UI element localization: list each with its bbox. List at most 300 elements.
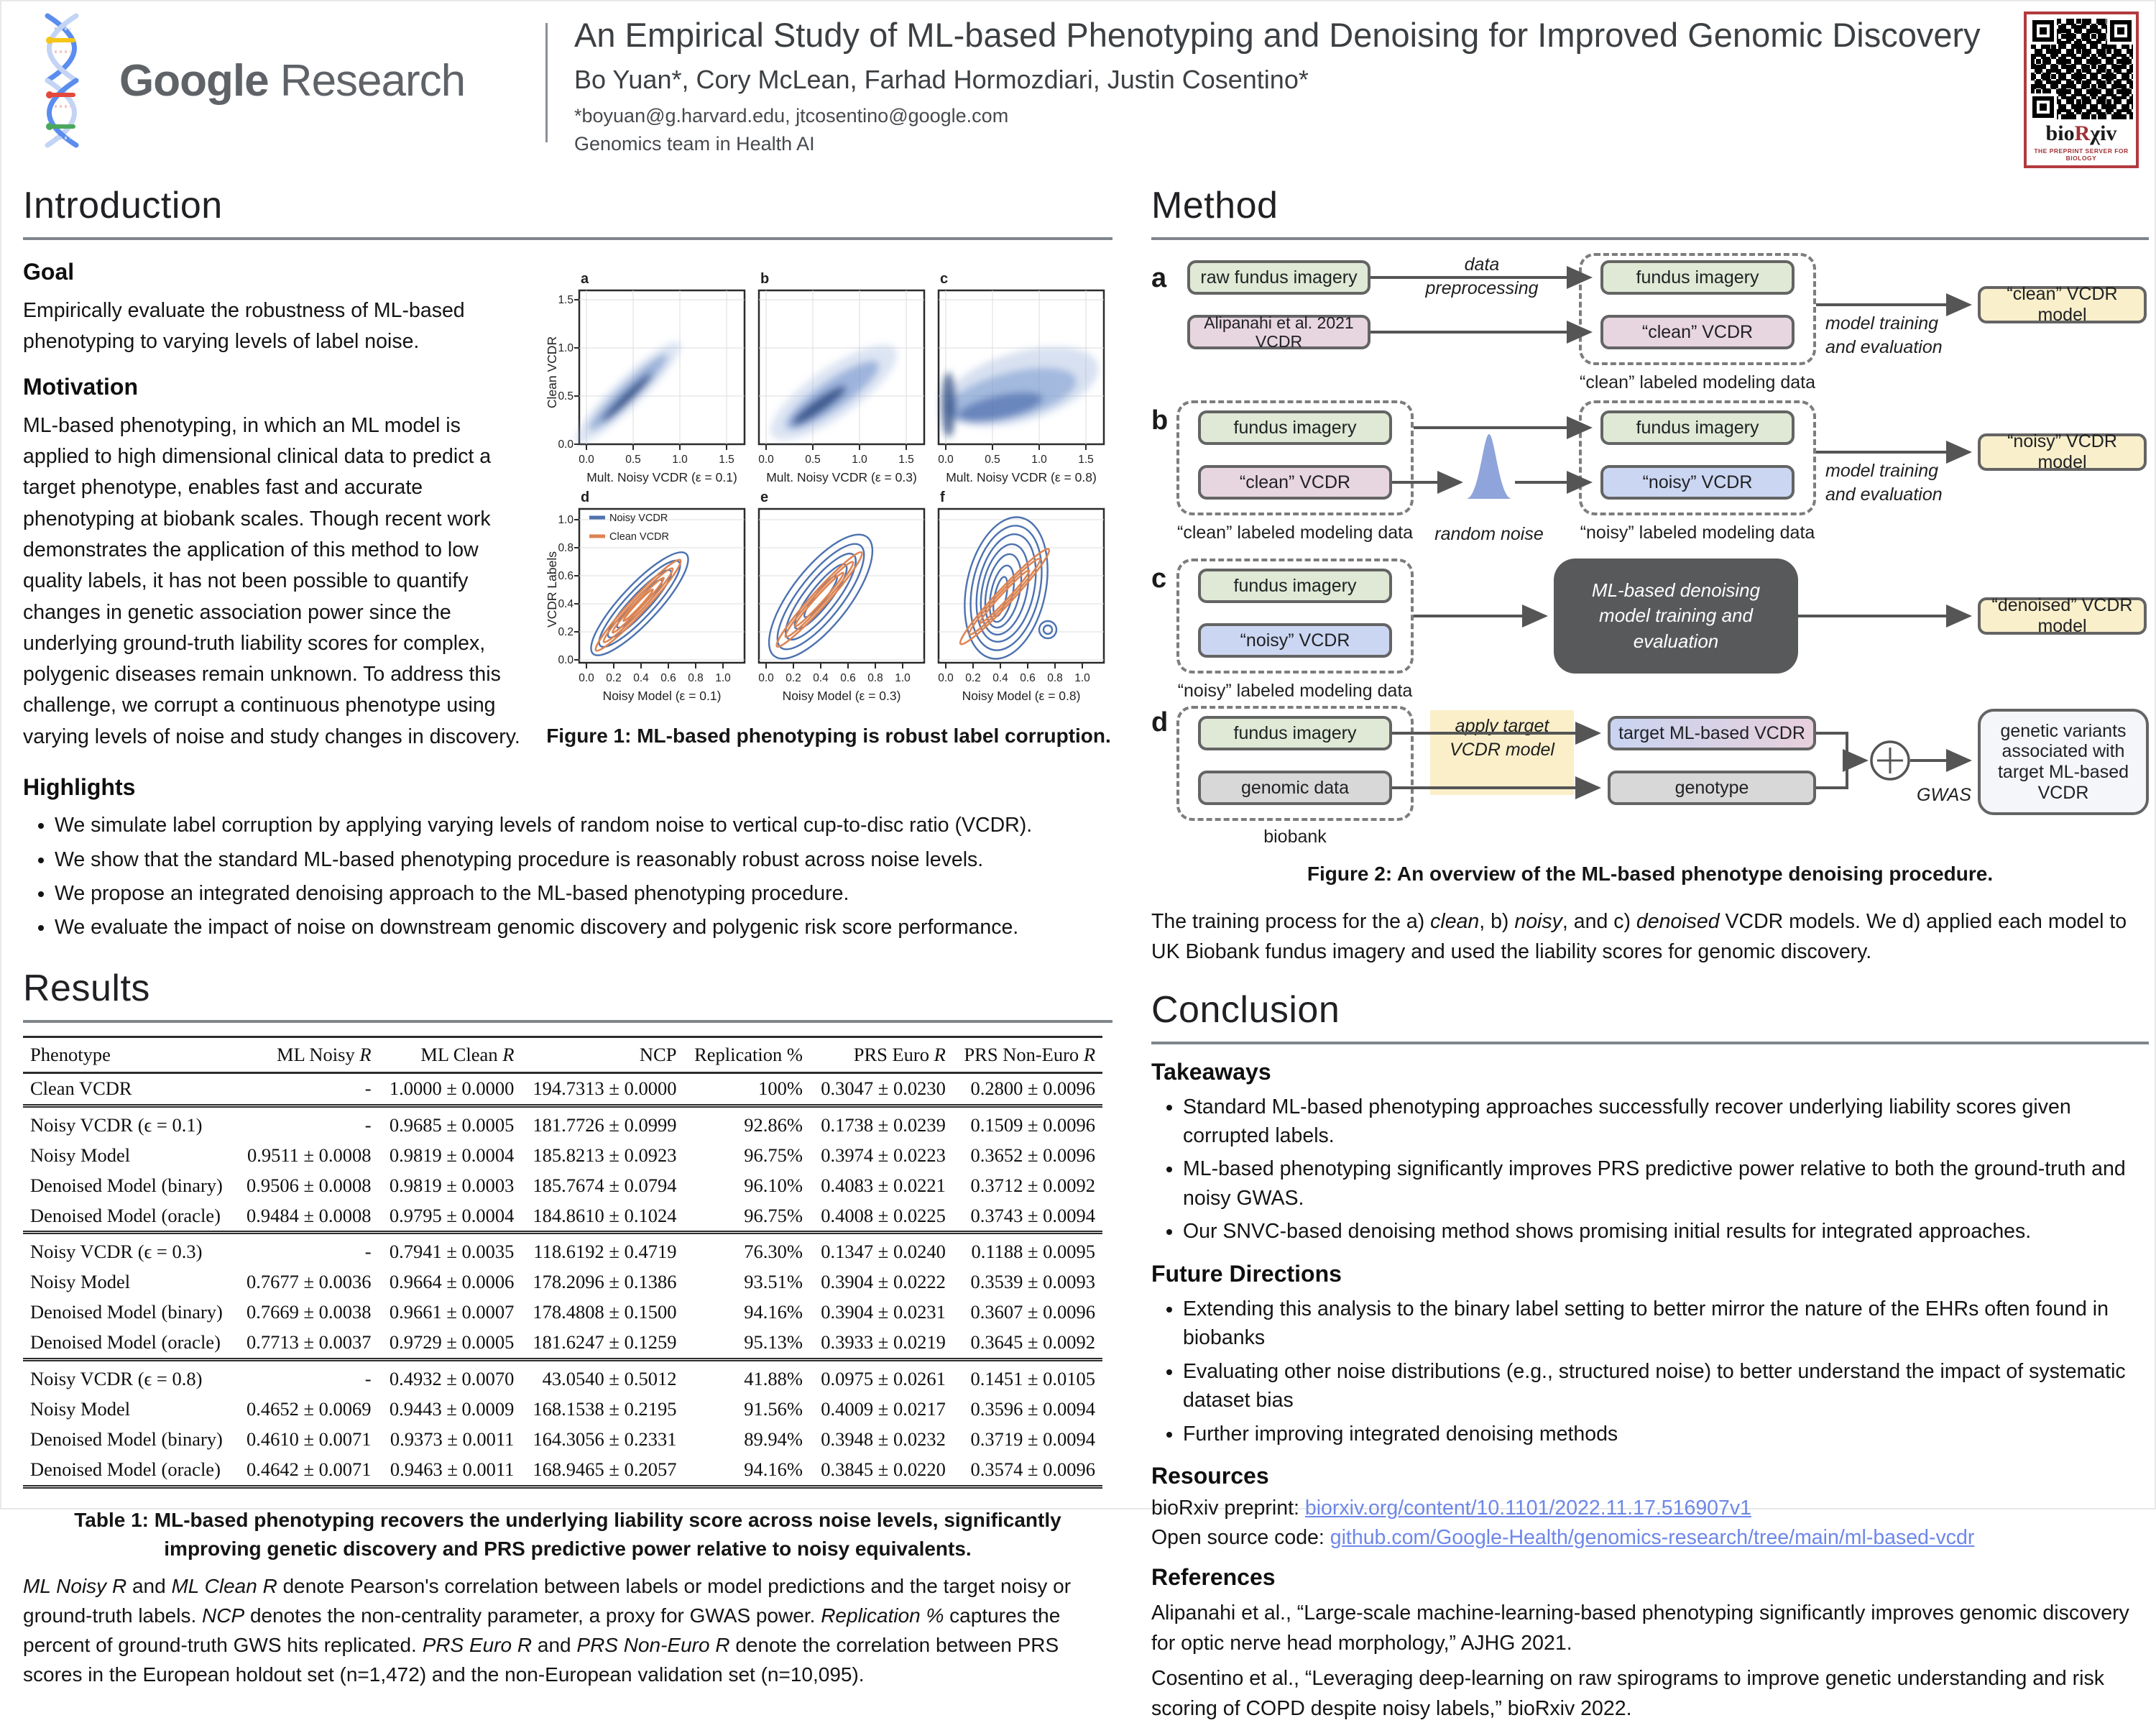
ytick: 0.4 bbox=[558, 598, 573, 610]
motivation-heading: Motivation bbox=[23, 373, 138, 400]
box-clean-vcdr-model: “clean” VCDR model bbox=[1978, 286, 2147, 323]
fig1-panel-b bbox=[757, 290, 924, 456]
table-cell: 96.10% bbox=[744, 1174, 803, 1196]
table-cell-phenotype: Noisy Model bbox=[30, 1398, 131, 1420]
table-cell: 43.0540 ± 0.5012 bbox=[521, 1360, 683, 1394]
table-cell: 0.3845 ± 0.0220 bbox=[821, 1458, 946, 1480]
highlight-item: • We show that the standard ML-based phenotyping procedure is reasonably robust across noise levels. bbox=[55, 845, 1112, 874]
table-note-part: PRS Non-Euro R bbox=[576, 1634, 730, 1657]
fig2-row-letter: a bbox=[1151, 263, 1167, 293]
figure1-plot bbox=[545, 272, 1112, 714]
box-fundus-imagery: fundus imagery bbox=[1198, 569, 1392, 603]
label-clean-labeled-data: “clean” labeled modeling data bbox=[1580, 372, 1815, 392]
xtick: 0.6 bbox=[840, 672, 856, 684]
xtick: 0.6 bbox=[660, 672, 676, 684]
fig2-row-letter: b bbox=[1151, 405, 1169, 436]
conclusion-section bbox=[1151, 988, 2149, 1724]
table-note-part: Replication % bbox=[821, 1604, 944, 1627]
ytick: 1.5 bbox=[558, 294, 573, 306]
xtick: 1.0 bbox=[852, 454, 867, 466]
table-note-part: denote the correlation between PRS scores in the European holdout set (n=1,472) and the non-European validation set (n=10,095). bbox=[23, 1634, 1059, 1686]
table-cell-phenotype: Denoised Model (binary) bbox=[30, 1174, 223, 1196]
takeaway-item: • ML-based phenotyping significantly improves PRS predictive power relative to both the ground-truth and noisy GWAS. bbox=[1183, 1154, 2149, 1213]
figure2-description-part: The training process for the a) bbox=[1151, 909, 1431, 933]
table-cell-phenotype: Denoised Model (oracle) bbox=[30, 1458, 221, 1480]
emails-line: *boyuan@g.harvard.edu, jtcosentino@google.com bbox=[574, 105, 1009, 127]
legend-noisy-vcdr: Noisy VCDR bbox=[609, 513, 668, 524]
table-cell: - bbox=[236, 1360, 379, 1394]
takeaway-item: • Our SNVC-based denoising method shows promising initial results for integrated approaches. bbox=[1183, 1217, 2149, 1246]
table-cell: 0.9506 ± 0.0008 bbox=[247, 1174, 372, 1196]
label-noisy-labeled-data: “noisy” labeled modeling data bbox=[1580, 523, 1815, 543]
heading-rule bbox=[1151, 1042, 2149, 1044]
table-cell: 184.8610 ± 0.1024 bbox=[533, 1204, 677, 1226]
table-header-cell: ML Clean R bbox=[379, 1037, 522, 1072]
table-cell: 0.3948 ± 0.0232 bbox=[821, 1428, 946, 1450]
table-note-part: PRS Euro R bbox=[422, 1634, 533, 1657]
table-cell: 0.9664 ± 0.0006 bbox=[389, 1271, 515, 1293]
table-cell: 0.3596 ± 0.0094 bbox=[970, 1398, 1095, 1420]
reference-item: Alipanahi et al., “Large-scale machine-learning-based phenotyping significantly improves genomic discovery for optic nerve head morphology,” AJHG 2021. bbox=[1151, 1601, 2129, 1655]
fig1-panel-a bbox=[566, 290, 745, 453]
xtick: 1.0 bbox=[1074, 672, 1090, 684]
table-cell: 76.30% bbox=[683, 1233, 810, 1267]
table-row bbox=[23, 1267, 1102, 1297]
table-cell: 0.9511 ± 0.0008 bbox=[247, 1144, 372, 1166]
table-cell: 0.1451 ± 0.0105 bbox=[953, 1360, 1102, 1394]
table-cell: 0.7941 ± 0.0035 bbox=[379, 1233, 522, 1267]
resource-line bbox=[1151, 1526, 2149, 1550]
table-header-cell: PRS Euro R bbox=[810, 1037, 953, 1072]
table-cell: 0.0975 ± 0.0261 bbox=[810, 1360, 953, 1394]
future-direction-item: • Further improving integrated denoising methods bbox=[1183, 1420, 2149, 1448]
reference-item: Cosentino et al., “Leveraging deep-learning on raw spirograms to improve genetic understanding and risk scoring of COPD despite noisy labels,” bioRxiv 2022. bbox=[1151, 1666, 2105, 1720]
table-cell: 0.3904 ± 0.0231 bbox=[821, 1301, 946, 1323]
table-row bbox=[23, 1072, 1102, 1106]
xtick: 0.0 bbox=[579, 672, 594, 684]
table-cell: 0.9463 ± 0.0011 bbox=[390, 1458, 515, 1480]
table-cell: 0.9819 ± 0.0003 bbox=[389, 1174, 515, 1196]
table-cell: 0.3904 ± 0.0222 bbox=[821, 1271, 946, 1293]
label-model-training: model training and evaluation bbox=[1825, 313, 1943, 357]
table-row bbox=[23, 1360, 1102, 1394]
xtick: 0.5 bbox=[805, 454, 821, 466]
x-axis-label: Noisy Model (ε = 0.1) bbox=[602, 689, 722, 703]
table-cell: 0.3712 ± 0.0092 bbox=[970, 1174, 1095, 1196]
table-row bbox=[23, 1394, 1102, 1425]
xtick: 0.4 bbox=[813, 672, 829, 684]
table-cell: 181.7726 ± 0.0999 bbox=[521, 1106, 683, 1140]
ytick: 0.0 bbox=[558, 438, 573, 451]
table-cell: 93.51% bbox=[744, 1271, 803, 1293]
table-cell: 0.4642 ± 0.0071 bbox=[247, 1458, 372, 1480]
table-note-part: denote Pearson's correlation between labels or model predictions and the target noisy or ground-truth labels. bbox=[23, 1574, 1072, 1627]
table-cell: 0.7713 ± 0.0037 bbox=[247, 1331, 372, 1354]
label-gwas: GWAS bbox=[1917, 785, 1971, 805]
table-cell: 0.4652 ± 0.0069 bbox=[247, 1398, 372, 1420]
table-cell: 100% bbox=[758, 1077, 803, 1099]
xtick: 0.0 bbox=[938, 672, 954, 684]
box-alipanahi-vcdr: Alipanahi et al. 2021 VCDR bbox=[1187, 315, 1370, 349]
y-axis-label: VCDR Labels bbox=[545, 551, 559, 628]
x-axis-label: Mult. Noisy VCDR (ε = 0.1) bbox=[586, 470, 737, 484]
table-header-cell: ML Noisy R bbox=[236, 1037, 379, 1072]
table-cell: 91.56% bbox=[744, 1398, 803, 1420]
table-cell: 89.94% bbox=[744, 1428, 803, 1450]
table-cell: 118.6192 ± 0.4719 bbox=[521, 1233, 683, 1267]
xtick: 0.2 bbox=[965, 672, 981, 684]
table-note bbox=[23, 1571, 1112, 1690]
gwas-plus-icon bbox=[1871, 742, 1909, 779]
table-cell: 0.9443 ± 0.0009 bbox=[389, 1398, 515, 1420]
label-apply-target-vcdr-model: apply target VCDR model bbox=[1450, 716, 1554, 760]
box-clean-vcdr: “clean” VCDR bbox=[1600, 315, 1795, 349]
future-directions-heading: Future Directions bbox=[1151, 1260, 1342, 1287]
label-model-training: model training and evaluation bbox=[1825, 461, 1943, 505]
ytick: 0.5 bbox=[558, 390, 573, 403]
future-directions-list bbox=[1183, 1295, 2149, 1448]
table-note-part: captures the percent of ground-truth GWS hits replicated. bbox=[23, 1604, 1061, 1657]
box-genomic-data: genomic data bbox=[1198, 771, 1392, 805]
table-cell-phenotype: Noisy VCDR (ϵ = 0.8) bbox=[23, 1360, 236, 1394]
resource-link[interactable]: biorxiv.org/content/10.1101/2022.11.17.516907v1 bbox=[1304, 1497, 1751, 1520]
figure1 bbox=[545, 253, 1112, 758]
biorxiv-wordmark bbox=[2031, 123, 2132, 144]
table-cell: 94.16% bbox=[744, 1301, 803, 1323]
fig1-panel-d bbox=[574, 509, 745, 668]
team-line: Genomics team in Health AI bbox=[574, 133, 815, 155]
resource-line bbox=[1151, 1497, 2149, 1520]
label-noisy-labeled-data: “noisy” labeled modeling data bbox=[1177, 681, 1413, 701]
header-divider bbox=[545, 23, 548, 142]
table-cell-phenotype: Noisy Model bbox=[30, 1144, 131, 1166]
heading-rule bbox=[23, 1020, 1112, 1023]
xtick: 1.0 bbox=[1031, 454, 1047, 466]
fig1-letter: d bbox=[581, 490, 590, 505]
table-cell-phenotype: Denoised Model (oracle) bbox=[30, 1204, 221, 1226]
highlight-item: • We simulate label corruption by applying varying levels of random noise to vertical cup-to-disc ratio (VCDR). bbox=[55, 811, 1112, 840]
table-cell: 0.3743 ± 0.0094 bbox=[970, 1204, 1095, 1226]
xtick: 0.8 bbox=[688, 672, 704, 684]
table-cell: 0.1509 ± 0.0096 bbox=[953, 1106, 1102, 1140]
figure2-description-part: noisy bbox=[1514, 909, 1562, 933]
table-note-part: and bbox=[126, 1574, 172, 1597]
table-row bbox=[23, 1233, 1102, 1267]
box-fundus-imagery: fundus imagery bbox=[1600, 260, 1795, 295]
fig1-panel-f bbox=[939, 509, 1104, 668]
table-header-cell: NCP bbox=[521, 1037, 683, 1072]
ytick: 1.0 bbox=[558, 514, 573, 526]
takeaways-list bbox=[1183, 1093, 2149, 1246]
table-cell: 164.3056 ± 0.2331 bbox=[533, 1428, 677, 1450]
motivation-text: ML-based phenotyping, in which an ML model is applied to high dimensional clinical data to predict a target phenotype, enables fast and accurate phenotyping at biobank scales. Though recent work demonstrates the application of this method to low quality labels, it has not been possible to quantify changes in genetic association power since the underlying ground-truth liability scores for complex, polygenic diseases remain unknown. To address this challenge, we corrupt a continuous phenotype using varying levels of noise and study changes in discovery. bbox=[23, 413, 520, 748]
ytick: 0.6 bbox=[558, 570, 573, 582]
table-note-part: ML Noisy R bbox=[23, 1574, 127, 1597]
xtick: 1.5 bbox=[1078, 454, 1094, 466]
xtick: 0.0 bbox=[579, 454, 594, 466]
label-clean-labeled-data: “clean” labeled modeling data bbox=[1177, 523, 1413, 543]
table-cell: 168.1538 ± 0.2195 bbox=[533, 1398, 677, 1420]
figure2-description-part: , and c) bbox=[1562, 909, 1636, 933]
table-row bbox=[23, 1297, 1102, 1328]
heading-rule bbox=[23, 237, 1112, 240]
table-cell: 0.1738 ± 0.0239 bbox=[810, 1106, 953, 1140]
xtick: 1.5 bbox=[898, 454, 914, 466]
brand-wordmark bbox=[119, 55, 465, 106]
table-row bbox=[23, 1328, 1102, 1359]
x-axis-label: Mult. Noisy VCDR (ε = 0.8) bbox=[946, 470, 1097, 484]
table-cell: 0.9484 ± 0.0008 bbox=[247, 1204, 372, 1226]
table-cell: 0.9795 ± 0.0004 bbox=[389, 1204, 515, 1226]
table-cell-phenotype: Noisy VCDR (ϵ = 0.1) bbox=[23, 1106, 236, 1140]
table-cell: 0.3047 ± 0.0230 bbox=[821, 1077, 946, 1099]
results-table bbox=[23, 1036, 1102, 1489]
future-direction-item: • Extending this analysis to the binary label setting to better mirror the nature of the EHRs often found in biobanks bbox=[1183, 1295, 2149, 1353]
table-cell: 185.8213 ± 0.0923 bbox=[533, 1144, 677, 1166]
references-list bbox=[1151, 1598, 2149, 1724]
table-cell-phenotype: Clean VCDR bbox=[30, 1077, 132, 1099]
ytick: 0.0 bbox=[558, 654, 573, 666]
x-axis-label: Noisy Model (ε = 0.8) bbox=[962, 689, 1081, 703]
table-cell: 1.0000 ± 0.0000 bbox=[389, 1077, 515, 1099]
xtick: 0.8 bbox=[867, 672, 883, 684]
table-cell: 96.75% bbox=[744, 1144, 803, 1166]
table-cell-phenotype: Denoised Model (binary) bbox=[30, 1428, 223, 1450]
conclusion-heading: Conclusion bbox=[1151, 988, 1340, 1031]
table-cell: 181.6247 ± 0.1259 bbox=[533, 1331, 677, 1354]
figure2-description-part: VCDR models. We d) applied each model to UK Biobank fundus imagery and used the liability scores for genomic discovery. bbox=[1151, 909, 2127, 964]
table-cell-phenotype: Noisy Model bbox=[30, 1271, 131, 1293]
table-note-part: NCP bbox=[202, 1604, 245, 1627]
goal-text: Empirically evaluate the robustness of ML-based phenotyping to varying levels of label noise. bbox=[23, 299, 465, 354]
table-cell: 0.4610 ± 0.0071 bbox=[247, 1428, 372, 1450]
authors-line: Bo Yuan*, Cory McLean, Farhad Hormozdiari, Justin Cosentino* bbox=[574, 65, 1309, 95]
table-cell: 0.9685 ± 0.0005 bbox=[379, 1106, 522, 1140]
table-cell: 185.7674 ± 0.0794 bbox=[533, 1174, 677, 1196]
table-cell: 0.4932 ± 0.0070 bbox=[379, 1360, 522, 1394]
fig1-panel-c bbox=[934, 290, 1107, 450]
x-axis-label: Noisy Model (ε = 0.3) bbox=[782, 689, 901, 703]
results-table-head bbox=[23, 1037, 1102, 1072]
brand-google: Google bbox=[119, 55, 269, 106]
right-column bbox=[1151, 184, 2149, 1728]
fig2-row-letter: d bbox=[1151, 707, 1169, 737]
figure2-description-part: clean bbox=[1430, 909, 1480, 933]
table-caption: Table 1: ML-based phenotyping recovers the underlying liability score across noise levels, significantly improving genetic discovery and PRS predictive power relative to noisy equivalents. bbox=[74, 1508, 1061, 1561]
table-header-cell: PRS Non-Euro R bbox=[953, 1037, 1102, 1072]
table-header-row bbox=[23, 1037, 1102, 1072]
ytick: 0.8 bbox=[558, 542, 573, 554]
qr-finder-icon bbox=[2110, 20, 2132, 42]
box-denoised-vcdr-model: “denoised” VCDR model bbox=[1978, 597, 2147, 635]
table-cell-phenotype: Noisy VCDR (ϵ = 0.3) bbox=[23, 1233, 236, 1267]
fig2-row-letter: c bbox=[1151, 564, 1167, 594]
table-cell: 0.9373 ± 0.0011 bbox=[390, 1428, 515, 1450]
table-cell: 94.16% bbox=[744, 1458, 803, 1480]
xtick: 0.0 bbox=[938, 454, 954, 466]
table-cell: 0.4083 ± 0.0221 bbox=[821, 1174, 946, 1196]
xtick: 0.0 bbox=[758, 672, 774, 684]
biorxiv-qr-panel bbox=[2024, 12, 2139, 168]
qr-finder-icon bbox=[2032, 96, 2054, 118]
qr-code bbox=[2031, 19, 2133, 119]
highlight-item: • We propose an integrated denoising approach to the ML-based phenotyping procedure. bbox=[55, 879, 1112, 908]
fig1-letter: b bbox=[760, 272, 770, 287]
references-heading: References bbox=[1151, 1564, 1276, 1591]
xtick: 0.4 bbox=[633, 672, 649, 684]
takeaways-heading: Takeaways bbox=[1151, 1058, 1271, 1085]
box-genetic-variants: genetic variants associated with target ML-based VCDR bbox=[1978, 709, 2149, 815]
resource-label: Open source code: bbox=[1151, 1526, 1330, 1550]
table-cell: 41.88% bbox=[683, 1360, 810, 1394]
figure2-description-part: denoised bbox=[1636, 909, 1720, 933]
box-fundus-imagery: fundus imagery bbox=[1600, 410, 1795, 445]
future-direction-item: • Evaluating other noise distributions (e.g., structured noise) to better understand the impact of systematic dataset bias bbox=[1183, 1357, 2149, 1415]
left-column bbox=[23, 184, 1112, 1710]
table-cell: 0.7677 ± 0.0036 bbox=[247, 1271, 372, 1293]
table-cell: 0.1188 ± 0.0095 bbox=[953, 1233, 1102, 1267]
results-heading: Results bbox=[23, 967, 150, 1009]
table-cell: 0.9661 ± 0.0007 bbox=[389, 1301, 515, 1323]
table-cell: 0.9819 ± 0.0004 bbox=[389, 1144, 515, 1166]
table-cell: 92.86% bbox=[683, 1106, 810, 1140]
table-cell: - bbox=[236, 1106, 379, 1140]
random-noise-curve-icon bbox=[1466, 434, 1512, 499]
ytick: 1.0 bbox=[558, 342, 573, 354]
table-cell: 95.13% bbox=[744, 1331, 803, 1354]
method-heading: Method bbox=[1151, 185, 1279, 226]
table-row bbox=[23, 1106, 1102, 1140]
xtick: 0.4 bbox=[992, 672, 1008, 684]
introduction-text-column bbox=[23, 253, 528, 758]
table-cell: - bbox=[364, 1077, 372, 1099]
heading-rule bbox=[1151, 237, 2149, 240]
table-cell: 0.3539 ± 0.0093 bbox=[970, 1271, 1095, 1293]
fig1-letter: f bbox=[940, 490, 945, 505]
table-cell: 0.1347 ± 0.0240 bbox=[810, 1233, 953, 1267]
table-header-cell: Replication % bbox=[683, 1037, 810, 1072]
box-raw-fundus-imagery: raw fundus imagery bbox=[1187, 260, 1370, 295]
figure2-description bbox=[1151, 906, 2149, 968]
table-row bbox=[23, 1425, 1102, 1455]
table-cell: 0.3933 ± 0.0219 bbox=[821, 1331, 946, 1354]
figure2-caption: Figure 2: An overview of the ML-based phenotype denoising procedure. bbox=[1307, 863, 1994, 885]
box-noisy-vcdr: “noisy” VCDR bbox=[1600, 465, 1795, 500]
fig1-letter: c bbox=[940, 272, 949, 287]
table-cell: - bbox=[236, 1233, 379, 1267]
results-table-body bbox=[23, 1072, 1102, 1486]
qr-finder-icon bbox=[2032, 20, 2054, 42]
table-cell: 0.3607 ± 0.0096 bbox=[970, 1301, 1095, 1323]
table-cell: 194.7313 ± 0.0000 bbox=[533, 1077, 677, 1099]
table-cell: 0.3719 ± 0.0094 bbox=[970, 1428, 1095, 1450]
fig1-panel-e bbox=[752, 509, 924, 674]
xtick: 1.0 bbox=[672, 454, 688, 466]
table-cell: 0.2800 ± 0.0096 bbox=[970, 1077, 1095, 1099]
xtick: 0.2 bbox=[606, 672, 622, 684]
xtick: 0.0 bbox=[758, 454, 774, 466]
table-cell: 168.9465 ± 0.2057 bbox=[533, 1458, 677, 1480]
figure2-description-part: , b) bbox=[1479, 909, 1515, 933]
table-note-part: ML Clean R bbox=[171, 1574, 277, 1597]
xtick: 1.5 bbox=[719, 454, 734, 466]
table-cell: 96.75% bbox=[744, 1204, 803, 1226]
highlight-item: • We evaluate the impact of noise on downstream genomic discovery and polygenic risk score performance. bbox=[55, 913, 1112, 942]
table-row bbox=[23, 1201, 1102, 1233]
resources-list bbox=[1151, 1497, 2149, 1550]
introduction-heading: Introduction bbox=[23, 185, 223, 226]
xtick: 0.5 bbox=[985, 454, 1000, 466]
table-cell: 0.9729 ± 0.0005 bbox=[389, 1331, 515, 1354]
table-header-cell: Phenotype bbox=[23, 1037, 236, 1072]
table-note-part: denotes the non-centrality parameter, a proxy for GWAS power. bbox=[244, 1604, 821, 1627]
xtick: 0.6 bbox=[1020, 672, 1036, 684]
table-cell-phenotype: Denoised Model (binary) bbox=[30, 1301, 223, 1323]
figure1-caption: Figure 1: ML-based phenotyping is robust label corruption. bbox=[546, 725, 1111, 747]
table-cell: 0.4009 ± 0.0217 bbox=[821, 1398, 946, 1420]
table-cell: 0.3652 ± 0.0096 bbox=[970, 1144, 1095, 1166]
y-axis-label: Clean VCDR bbox=[545, 336, 559, 409]
box-clean-vcdr: “clean” VCDR bbox=[1198, 465, 1392, 500]
label-data-preprocessing: data preprocessing bbox=[1425, 254, 1539, 298]
table-row bbox=[23, 1171, 1102, 1201]
table-row bbox=[23, 1455, 1102, 1486]
resources-heading: Resources bbox=[1151, 1463, 1269, 1489]
introduction-body bbox=[23, 253, 1112, 758]
table-cell-phenotype: Denoised Model (oracle) bbox=[30, 1331, 221, 1354]
highlights-heading: Highlights bbox=[23, 774, 136, 801]
ytick: 0.2 bbox=[558, 626, 573, 638]
biorxiv-bio: bio bbox=[2045, 121, 2075, 145]
table-cell: 0.7669 ± 0.0038 bbox=[247, 1301, 372, 1323]
box-denoising-training: ML-based denoising model training and evaluation bbox=[1554, 559, 1798, 674]
page-title: An Empirical Study of ML-based Phenotyping and Denoising for Improved Genomic Discovery bbox=[574, 16, 1981, 54]
box-fundus-imagery: fundus imagery bbox=[1198, 716, 1392, 750]
table-cell: 0.3645 ± 0.0092 bbox=[970, 1331, 1095, 1354]
takeaway-item: • Standard ML-based phenotyping approaches successfully recover underlying liability scores given corrupted labels. bbox=[1183, 1093, 2149, 1151]
brand-research: Research bbox=[280, 55, 466, 106]
xtick: 1.0 bbox=[715, 672, 731, 684]
table-cell: 178.4808 ± 0.1500 bbox=[533, 1301, 677, 1323]
fig1-letter: e bbox=[760, 490, 769, 505]
x-axis-label: Mult. Noisy VCDR (ε = 0.3) bbox=[766, 470, 917, 484]
dna-helix-icon bbox=[26, 12, 98, 150]
highlights-list bbox=[55, 811, 1112, 942]
box-genotype: genotype bbox=[1608, 771, 1816, 805]
resource-label: bioRxiv preprint: bbox=[1151, 1497, 1305, 1520]
biorxiv-xiv: χiv bbox=[2090, 121, 2117, 145]
table-row bbox=[23, 1141, 1102, 1171]
box-noisy-vcdr-model: “noisy” VCDR model bbox=[1978, 433, 2147, 471]
xtick: 1.0 bbox=[895, 672, 911, 684]
table-cell: 0.3974 ± 0.0223 bbox=[821, 1144, 946, 1166]
google-research-logo bbox=[26, 12, 465, 150]
table-cell: 0.3574 ± 0.0096 bbox=[970, 1458, 1095, 1480]
biorxiv-tagline: THE PREPRINT SERVER FOR BIOLOGY bbox=[2034, 147, 2129, 162]
xtick: 0.5 bbox=[625, 454, 641, 466]
box-noisy-vcdr: “noisy” VCDR bbox=[1198, 623, 1392, 658]
figure2 bbox=[1151, 253, 2149, 851]
biorxiv-r: R bbox=[2074, 121, 2091, 145]
fig1-letter: a bbox=[581, 272, 589, 287]
resource-link[interactable]: github.com/Google-Health/genomics-research/tree/main/ml-based-vcdr bbox=[1330, 1526, 1975, 1550]
goal-heading: Goal bbox=[23, 259, 75, 285]
label-random-noise: random noise bbox=[1434, 524, 1544, 544]
poster-header bbox=[1, 1, 2155, 180]
label-biobank: biobank bbox=[1263, 827, 1327, 847]
title-block bbox=[574, 16, 1997, 155]
legend-clean-vcdr: Clean VCDR bbox=[609, 531, 669, 543]
